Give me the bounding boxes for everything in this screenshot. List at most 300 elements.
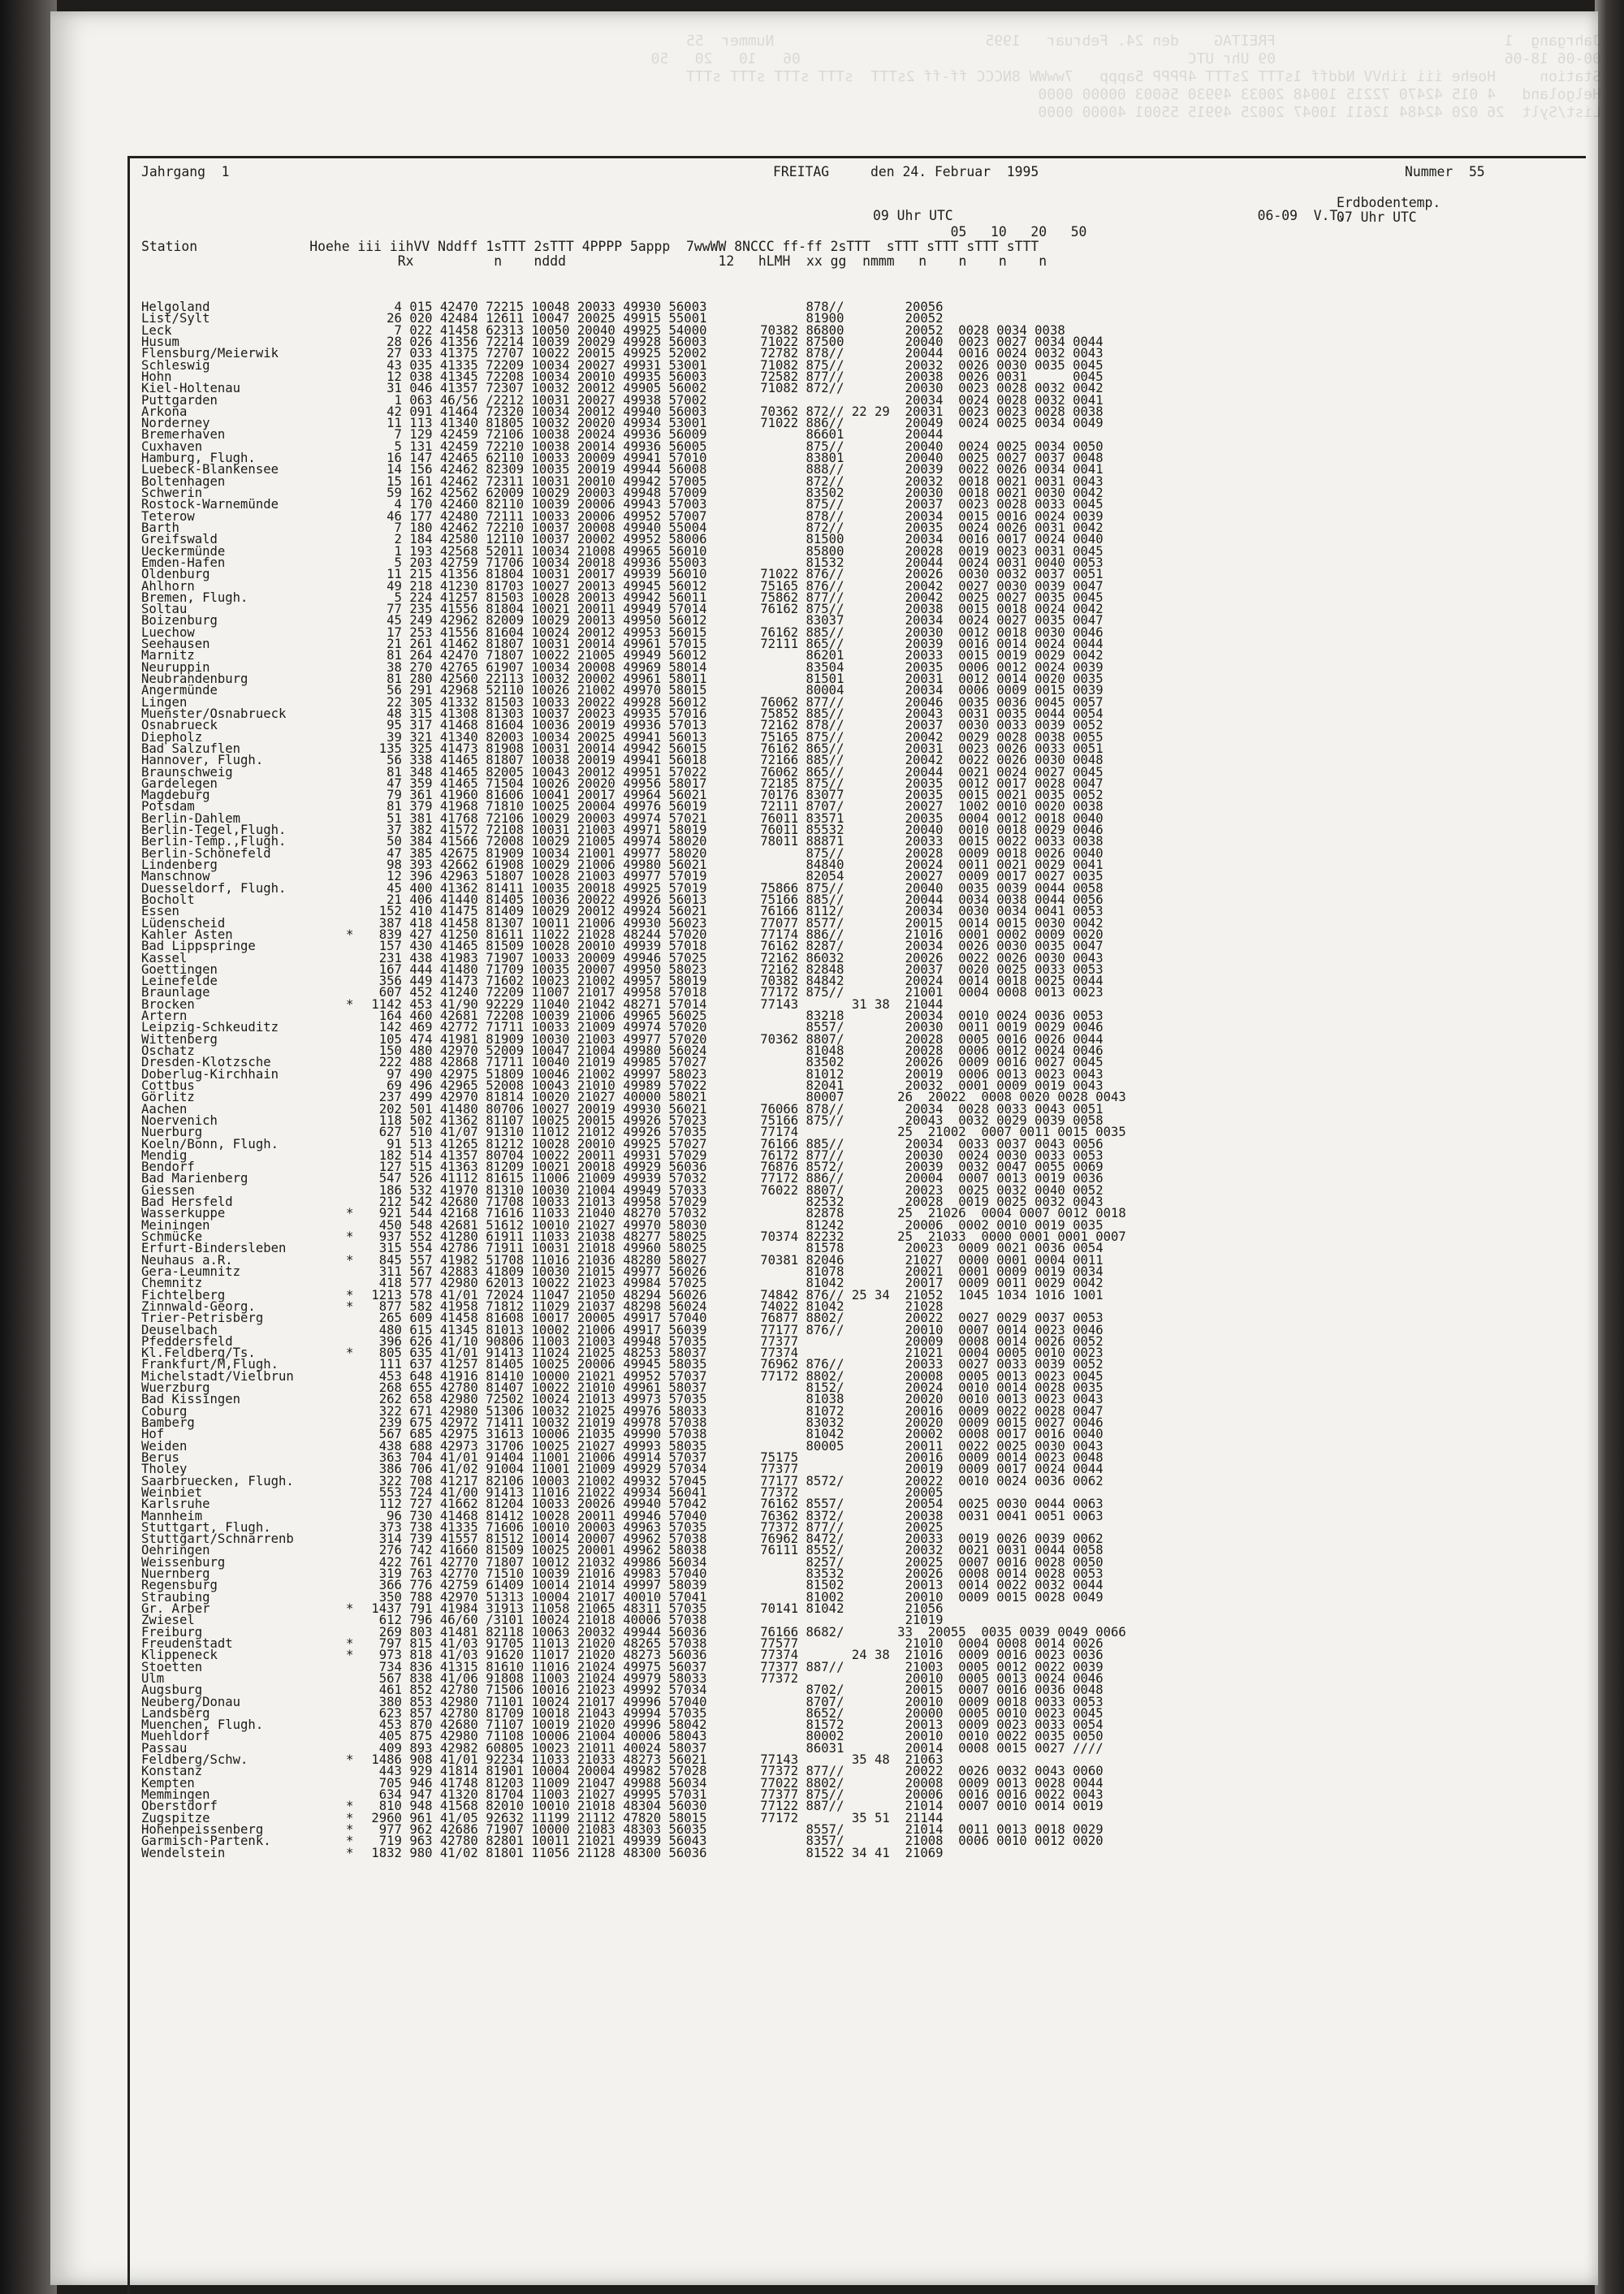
station-name: Klippeneck [141, 1648, 218, 1663]
station-values: 7 180 42462 72210 10037 20008 49940 55004 872// 20035 0024 0026 0031 0042 [364, 520, 1104, 535]
station-name: Lingen [141, 694, 188, 710]
mountain-station-marker: * [346, 1229, 354, 1244]
station-name: Koeln/Bonn, Flugh. [141, 1136, 279, 1151]
station-name: Leck [141, 322, 172, 338]
station-name: Chemnitz [141, 1276, 203, 1291]
station-name: Luebeck-Blankensee [141, 462, 279, 477]
station-name: Feldberg/Schw. [141, 1752, 248, 1768]
station-values: 111 637 41257 81405 10025 20006 49945 58035 76962 876// 20033 0027 0033 0039 0052 [364, 1357, 1104, 1372]
station-name: Arkona [141, 404, 188, 419]
station-values: 805 635 41/01 91413 11024 21025 48253 58037 77374 21021 0004 0005 0010 0023 [364, 1346, 1104, 1361]
station-values: 39 321 41340 82003 10034 20025 49941 56013 75165 875// 20042 0029 0028 0038 0055 [364, 729, 1104, 745]
station-name: Bremen, Flugh. [141, 590, 248, 605]
station-values: 164 460 42681 72208 10039 21006 49965 56025 83218 20034 0010 0024 0036 0053 [364, 1009, 1104, 1024]
soil-temp-time: 07 Uhr UTC [1337, 210, 1417, 225]
station-values: 453 870 42680 71107 10019 21020 49996 58042 81572 20013 0009 0023 0033 0054 [364, 1717, 1104, 1733]
station-values: 81 379 41968 71810 10025 20004 49976 56019 72111 8707/ 20027 1002 0010 0020 0038 [364, 799, 1104, 814]
station-values: 366 776 42759 61409 10014 21014 49997 58039 81502 20013 0014 0022 0032 0044 [364, 1578, 1104, 1593]
station-values: 797 815 41/03 91705 11013 21020 48265 57038 77577 21010 0004 0008 0014 0026 [364, 1635, 1104, 1651]
station-name: Artern [141, 1009, 188, 1024]
station-values: 37 382 41572 72108 10031 21003 49971 58019 76011 85532 20040 0010 0018 0029 0046 [364, 823, 1104, 838]
station-name: Freiburg [141, 1624, 203, 1639]
station-values: 69 496 42965 52008 10043 21010 49989 57022 82041 20032 0001 0009 0019 0043 [364, 1078, 1104, 1093]
station-values: 319 763 42770 71510 10039 21016 49983 57040 83532 20026 0008 0014 0028 0053 [364, 1566, 1104, 1582]
station-name: Norderney [141, 416, 210, 431]
station-values: 363 704 41/01 91404 11001 21006 49914 57037 75175 20016 0009 0014 0023 0048 [364, 1449, 1104, 1465]
station-name: Wittenberg [141, 1031, 218, 1047]
station-name: Leinefelde [141, 974, 218, 989]
station-name: Neubrandenburg [141, 672, 248, 686]
station-name: Wendelstein [141, 1845, 226, 1860]
mountain-station-marker: * [346, 1834, 354, 1849]
station-values: 150 480 42970 52009 10047 21004 49980 56024 81048 20028 0006 0012 0024 0046 [364, 1043, 1104, 1058]
station-values: 268 655 42780 81407 10022 21010 49961 58037 8152/ 20024 0010 0014 0028 0035 [364, 1380, 1104, 1396]
station-values: 443 929 41814 81901 10004 20004 49982 57028 77372 877// 20022 0026 0032 0043 0060 [364, 1764, 1104, 1779]
station-values: 98 393 42662 61908 10029 21006 49980 56021 84840 20024 0011 0021 0029 0041 [364, 858, 1104, 872]
station-name: Ueckermünde [141, 543, 226, 559]
station-name: Kiel-Holtenau [141, 381, 241, 396]
station-values: 623 857 42780 81709 10018 21043 49994 57035 8652/ 20000 0005 0010 0023 0045 [364, 1705, 1104, 1721]
station-name: Nuerburg [141, 1125, 203, 1140]
station-values: 43 035 41335 72209 10034 20027 49931 53001 71082 875// 20032 0026 0030 0035 0045 [364, 357, 1104, 373]
station-values: 22 305 41332 81503 10033 20022 49928 56012 76062 877// 20046 0035 0036 0045 0057 [364, 694, 1104, 710]
station-name: Gardelegen [141, 775, 218, 791]
station-name: Frankfurt/M,Flugh. [141, 1357, 279, 1372]
station-values: 839 427 41250 81611 11022 21028 48244 57020 77174 886// 21016 0001 0002 0009 0020 [364, 927, 1104, 942]
station-name: Puttgarden [141, 392, 218, 408]
station-name: Berlin-Schönefeld [141, 845, 271, 861]
station-name: Karlsruhe [141, 1497, 210, 1512]
station-name: List/Sylt [141, 311, 210, 326]
soil-temp-title: Erdbodentemp. [1337, 195, 1441, 210]
station-values: 31 046 41357 72307 10032 20012 49905 56002 71082 872// 20030 0023 0028 0032 0042 [364, 381, 1104, 396]
station-values: 118 502 41362 81107 10025 20015 49926 57023 75166 875// 20043 0032 0029 0039 0058 [364, 1112, 1104, 1128]
station-values: 59 162 42562 62009 10029 20003 49948 57009 83502 20030 0018 0021 0030 0042 [364, 486, 1104, 500]
station-values: 81 280 42560 22113 10032 20002 49961 58011 81501 20031 0012 0014 0020 0035 [364, 672, 1104, 686]
column-header-row: Station Hoehe iii iihVV Nddff 1sTTT 2sTTT 4PPPP 5appp 7wwWW 8NCCC ff-ff 2sTTT sTTT sTTT sTTT sTTT [141, 239, 1039, 254]
station-values: 135 325 41473 81908 10031 20014 49942 56015 76162 865// 20031 0023 0026 0033 0051 [364, 741, 1104, 756]
station-name: Hof [141, 1427, 165, 1442]
station-values: 2960 961 41/05 92632 11199 21112 47820 58015 77172 35 51 21144 [364, 1810, 944, 1825]
station-values: 607 452 41240 72209 11007 21017 49958 57018 77172 875// 21001 0004 0008 0013 0023 [364, 985, 1104, 1000]
station-name: Bad Hersfeld [141, 1195, 233, 1210]
station-values: 12 038 41345 72208 10034 20010 49935 56003 72582 877// 20038 0026 0031 0045 [364, 369, 1104, 384]
station-name: Dresden-Klotzsche [141, 1055, 271, 1070]
station-name: Weinbiet [141, 1484, 203, 1500]
station-name: Oschatz [141, 1043, 195, 1058]
station-values: 356 449 41473 71602 10023 21002 49957 58019 70382 84842 20024 0014 0018 0025 0044 [364, 974, 1104, 989]
station-name: Muenchen, Flugh. [141, 1717, 264, 1733]
depth-header-row: 05 10 20 50 [141, 224, 1087, 240]
station-name: Marnitz [141, 648, 195, 663]
mountain-station-marker: * [346, 1206, 354, 1221]
station-name: Kl.Feldberg/Ts. [141, 1346, 256, 1361]
station-values: 2 184 42580 12110 10037 20002 49952 58006 81500 20034 0016 0017 0024 0040 [364, 532, 1104, 547]
station-name: Barth [141, 520, 179, 535]
column-subheader-row: Rx n nddd 12 hLMH xx gg nmmm n n n n [141, 253, 1047, 269]
station-values: 1486 908 41/01 92234 11033 21033 48273 56021 77143 35 48 21063 [364, 1752, 944, 1768]
station-values: 405 875 42980 71108 10006 21004 40006 58043 80002 20010 0010 0022 0035 0050 [364, 1729, 1104, 1744]
date-label: den 24. Februar 1995 [870, 164, 1039, 179]
station-name: Oberstdorf [141, 1799, 218, 1814]
station-name: Fichtelberg [141, 1287, 226, 1303]
station-values: 4 015 42470 72215 10048 20033 49930 56003 878// 20056 [364, 300, 944, 314]
mountain-station-marker: * [346, 1799, 354, 1814]
station-name: Lüdenscheid [141, 915, 226, 931]
station-values: 422 761 42770 71807 10012 21032 49986 56034 8257/ 20025 0007 0016 0028 0050 [364, 1554, 1104, 1570]
station-name: Schmücke [141, 1229, 203, 1244]
station-name: Seehausen [141, 637, 210, 652]
station-values: 5 203 42759 71706 10034 20018 49936 55003 81532 20044 0024 0031 0040 0053 [364, 555, 1104, 570]
station-name: Zwiesel [141, 1613, 195, 1628]
book-spine-shadow [0, 0, 57, 2294]
station-values: 45 400 41362 81411 10035 20018 49925 57019 75866 875// 20040 0035 0039 0044 0058 [364, 880, 1104, 896]
station-name: Memmingen [141, 1787, 210, 1802]
station-values: 50 384 41566 72008 10029 21005 49974 58020 78011 88871 20033 0015 0022 0033 0038 [364, 834, 1104, 849]
station-name: Boizenburg [141, 613, 218, 629]
station-values: 157 430 41465 81509 10028 20010 49939 57018 76162 8287/ 20034 0026 0030 0035 0047 [364, 939, 1104, 954]
station-name: Weiden [141, 1438, 188, 1454]
station-values: 409 893 42982 60805 10023 21011 40024 58037 86031 20014 0008 0015 0027 //// [364, 1740, 1104, 1756]
station-name: Bad Marienberg [141, 1171, 248, 1186]
weather-report-sheet [127, 156, 1586, 2294]
station-name: Emden-Hafen [141, 555, 226, 570]
station-name: Zugspitze [141, 1810, 210, 1825]
station-values: 81 264 42470 71807 10022 21005 49949 56012 86201 20033 0015 0019 0029 0042 [364, 648, 1104, 663]
station-values: 719 963 42780 82801 10011 21021 49939 56043 8357/ 21008 0006 0010 0012 0020 [364, 1834, 1104, 1849]
station-values: 142 469 42772 71711 10033 21009 49974 57020 8557/ 20030 0011 0019 0029 0046 [364, 1020, 1104, 1035]
station-name: Brocken [141, 996, 195, 1012]
station-name: Gr. Arber [141, 1601, 210, 1616]
station-name: Weissenburg [141, 1554, 226, 1570]
issue-number-label: Nummer 55 [1405, 164, 1485, 179]
station-values: 315 554 42786 71911 10031 21018 49960 58025 81578 20023 0009 0021 0036 0054 [364, 1241, 1104, 1256]
station-name: Essen [141, 904, 179, 919]
station-values: 15 161 42462 72311 10031 20010 49942 57005 872// 20032 0018 0021 0031 0043 [364, 473, 1104, 489]
station-values: 97 490 42975 51809 10046 21002 49997 58023 81012 20019 0006 0013 0023 0043 [364, 1066, 1104, 1082]
mountain-station-marker: * [346, 1845, 354, 1860]
mountain-station-marker: * [346, 1287, 354, 1303]
station-name: Cuxhaven [141, 438, 203, 454]
station-values: 1142 453 41/90 92229 11040 21042 48271 57014 77143 31 38 21044 [364, 996, 944, 1012]
station-values: 21 406 41440 81405 10036 20022 49926 56013 75166 885// 20044 0034 0038 0044 0056 [364, 892, 1104, 907]
book-edge-shadow [1595, 0, 1624, 2294]
station-values: 877 582 41958 71812 11029 21037 48298 56024 74022 81042 21028 [364, 1298, 944, 1314]
station-name: Husum [141, 334, 179, 349]
station-name: Goettingen [141, 961, 218, 977]
station-values: 973 818 41/03 91620 11017 21020 48273 56036 77374 24 38 21016 0009 0016 0023 0036 [364, 1648, 1104, 1663]
station-values: 81 348 41465 82005 10043 20012 49951 57022 76062 865// 20044 0021 0024 0027 0045 [364, 764, 1104, 780]
station-values: 1 063 46/56 /2212 10031 20027 49938 57002 20034 0024 0028 0032 0041 [364, 392, 1104, 408]
station-name: Straubing [141, 1589, 210, 1605]
station-values: 276 742 41660 81509 10025 20001 49962 58038 76111 8552/ 20032 0021 0031 0044 0058 [364, 1543, 1104, 1558]
station-values: 1437 791 41984 31913 11058 21065 48311 57035 70141 81042 21056 [364, 1601, 944, 1616]
station-values: 182 514 41357 80704 10022 20011 49931 57029 76172 877// 20030 0024 0030 0033 0053 [364, 1147, 1104, 1163]
station-name: Osnabrueck [141, 718, 218, 733]
station-values: 314 739 41557 81512 10014 20007 49962 57038 76962 8472/ 20033 0019 0026 0039 0062 [364, 1531, 1104, 1547]
station-name: Soltau [141, 602, 188, 617]
station-values: 231 438 41983 71907 10033 20009 49946 57025 72162 86032 20026 0022 0026 0030 0043 [364, 950, 1104, 966]
station-values: 322 708 41217 82106 10003 21002 49932 57045 77177 8572/ 20022 0010 0024 0036 0062 [364, 1473, 1104, 1488]
station-name: Wasserkuppe [141, 1206, 226, 1221]
station-values: 47 359 41465 71504 10026 20020 49956 58017 72185 875// 20035 0012 0017 0028 0047 [364, 775, 1104, 791]
station-name: Michelstadt/Vielbrun [141, 1368, 294, 1384]
station-name: Berlin-Temp.,Flugh. [141, 834, 287, 849]
station-name: Muenster/Osnabrueck [141, 706, 287, 721]
station-values: 21 261 41462 81807 10031 20014 49961 57015 72111 865// 20039 0016 0014 0024 0044 [364, 637, 1104, 652]
station-values: 79 361 41960 81606 10041 20017 49964 56021 70176 83077 20035 0015 0021 0035 0052 [364, 788, 1104, 803]
station-name: Boltenhagen [141, 473, 226, 489]
station-values: 96 730 41468 81412 10028 20011 49946 57040 76362 8372/ 20038 0031 0041 0051 0063 [364, 1508, 1104, 1523]
station-name: Wuerzburg [141, 1380, 210, 1396]
station-values: 1213 578 41/01 72024 11047 21050 48294 56026 74842 876// 25 34 21052 1045 1034 1016 1001 [364, 1287, 1104, 1303]
station-name: Mannheim [141, 1508, 203, 1523]
station-values: 56 338 41465 81807 10038 20019 49941 56018 72166 885// 20042 0022 0026 0030 0048 [364, 753, 1104, 768]
station-name: Landsberg [141, 1705, 210, 1721]
station-values: 5 131 42459 72210 10038 20014 49936 56005 875// 20040 0024 0025 0034 0050 [364, 438, 1104, 454]
station-values: 127 515 41363 81209 10021 20018 49929 56036 76876 8572/ 20039 0032 0047 0055 0069 [364, 1160, 1104, 1175]
mountain-station-marker: * [346, 1648, 354, 1663]
station-name: Freudenstadt [141, 1635, 233, 1651]
station-name: Hannover, Flugh. [141, 753, 264, 768]
station-name: Potsdam [141, 799, 195, 814]
station-values: 91 513 41265 81212 10028 20010 49925 57027 76166 885// 20034 0033 0037 0043 0056 [364, 1136, 1104, 1151]
station-name: Stuttgart, Flugh. [141, 1519, 271, 1535]
station-name: Schwerin [141, 486, 203, 500]
station-values: 567 685 42975 31613 10006 21035 49990 57038 81042 20002 0008 0017 0016 0040 [364, 1427, 1104, 1442]
station-name: Magdeburg [141, 788, 210, 803]
mountain-station-marker: * [346, 996, 354, 1012]
station-values: 7 129 42459 72106 10038 20024 49936 56009 86601 20044 [364, 427, 944, 443]
station-values: 1832 980 41/02 81801 11056 21128 48300 56036 81522 34 41 21069 [364, 1845, 944, 1860]
mountain-station-marker: * [346, 1346, 354, 1361]
station-name: Noervenich [141, 1112, 218, 1128]
station-name: Erfurt-Bindersleben [141, 1241, 287, 1256]
station-name: Schleswig [141, 357, 210, 373]
station-values: 202 501 41480 80706 10027 20019 49930 56021 76066 878// 20034 0028 0033 0043 0051 [364, 1101, 1104, 1117]
station-name: Pfeddersfeld [141, 1333, 233, 1349]
station-values: 921 544 42168 71616 11033 21040 48270 57032 82878 25 21026 0004 0007 0012 0018 [364, 1206, 1126, 1221]
station-name: Bremerhaven [141, 427, 226, 443]
station-values: 152 410 41475 81409 10029 20012 49924 56021 76166 8112/ 20034 0030 0034 0041 0053 [364, 904, 1104, 919]
station-name: Leipzig-Schkeuditz [141, 1020, 279, 1035]
station-name: Rostock-Warnemünde [141, 497, 279, 512]
weekday-label: FREITAG [773, 164, 830, 179]
station-values: 262 658 42980 72502 10024 21013 49973 57035 81038 20020 0010 0013 0023 0043 [364, 1392, 1104, 1407]
station-values: 42 091 41464 72320 10034 20012 49940 56003 70362 872// 22 29 20031 0023 0023 0028 0038 [364, 404, 1104, 419]
station-name: Berlin-Dahlem [141, 810, 241, 826]
station-values: 239 675 42972 71411 10032 21019 49978 57038 83032 20020 0009 0015 0027 0046 [364, 1415, 1104, 1430]
station-values: 48 315 41308 81303 10037 20023 49935 57016 75852 885// 20043 0031 0035 0044 0054 [364, 706, 1104, 721]
station-values: 186 532 41970 81310 10030 21004 49949 57033 76022 8807/ 20023 0025 0032 0040 0052 [364, 1182, 1104, 1198]
station-name: Neuberg/Donau [141, 1694, 241, 1709]
station-values: 553 724 41/00 91413 11016 21022 49934 56041 77372 20005 [364, 1484, 944, 1500]
station-table [141, 301, 1126, 1859]
station-name: Helgoland [141, 300, 210, 314]
station-values: 237 499 42970 81814 10020 21027 40000 58021 80007 26 20022 0008 0020 0028 0043 [364, 1090, 1126, 1105]
station-values: 1 193 42568 52011 10034 21008 49965 56010 85800 20028 0019 0023 0031 0045 [364, 543, 1104, 559]
station-values: 14 156 42462 82309 10035 20019 49944 56008 888// 20039 0022 0026 0034 0041 [364, 462, 1104, 477]
station-name: Manschnow [141, 869, 210, 884]
station-name: Doberlug-Kirchhain [141, 1066, 279, 1082]
mountain-station-marker: * [346, 1601, 354, 1616]
station-name: Aachen [141, 1101, 188, 1117]
station-values: 7 022 41458 62313 10050 20040 49925 54000 70382 86800 20052 0028 0034 0038 [364, 322, 1065, 338]
station-name: Passau [141, 1740, 188, 1756]
station-name: Zinnwald-Georg. [141, 1298, 256, 1314]
station-name: Diepholz [141, 729, 203, 745]
station-name: Bocholt [141, 892, 195, 907]
station-values: 11 215 41356 81804 10031 20017 49939 56010 71022 876// 20026 0030 0032 0037 0051 [364, 567, 1104, 582]
station-name: Greifswald [141, 532, 218, 547]
station-name: Braunschweig [141, 764, 233, 780]
station-values: 810 948 41568 82010 10010 21018 48304 56030 77122 887// 21014 0007 0010 0014 0019 [364, 1799, 1104, 1814]
station-name: Trier-Petrisberg [141, 1311, 264, 1326]
station-name: Braunlage [141, 985, 210, 1000]
station-name: Ahlhorn [141, 578, 195, 594]
station-values: 480 615 41345 81013 10002 21006 49917 56039 77177 876// 20010 0007 0014 0023 0046 [364, 1322, 1104, 1337]
station-values: 453 648 41916 81410 10000 21021 49952 57037 77172 8802/ 20008 0005 0013 0023 0045 [364, 1368, 1104, 1384]
station-name: Nuernberg [141, 1566, 210, 1582]
station-name: Berlin-Tegel,Flugh. [141, 823, 287, 838]
station-values: 567 838 41/06 91808 11003 21024 49979 58033 77372 20010 0005 0013 0024 0046 [364, 1670, 1104, 1686]
station-values: 627 510 41/07 91310 11012 21012 49926 57035 77174 25 21002 0007 0011 0015 0035 [364, 1125, 1126, 1140]
station-values: 16 147 42465 62110 10033 20009 49941 57010 83801 20040 0025 0027 0037 0048 [364, 451, 1104, 466]
station-values: 77 235 41556 81804 10021 20011 49949 57014 76162 875// 20038 0015 0018 0024 0042 [364, 602, 1104, 617]
station-values: 547 526 41112 81615 11006 21009 49939 57032 77172 886// 20004 0007 0013 0019 0036 [364, 1171, 1104, 1186]
station-values: 26 020 42484 12611 10047 20025 49915 55001 81900 20052 [364, 311, 944, 326]
mountain-station-marker: * [346, 1752, 354, 1768]
mountain-station-marker: * [346, 1298, 354, 1314]
station-name: Cottbus [141, 1078, 195, 1093]
station-values: 380 853 42980 71101 10024 21017 49996 57040 8707/ 20010 0009 0018 0033 0053 [364, 1694, 1104, 1709]
station-values: 95 317 41468 81604 10036 20019 49936 57013 72162 878// 20037 0030 0033 0039 0052 [364, 718, 1104, 733]
station-name: Stuttgart/Schnarrenb [141, 1531, 294, 1547]
station-name: Meiningen [141, 1217, 210, 1233]
station-values: 17 253 41556 81604 10024 20012 49953 56015 76162 885// 20030 0012 0018 0030 0046 [364, 624, 1104, 640]
station-values: 222 488 42868 71711 10040 21019 49985 57027 83502 20026 0009 0016 0027 0045 [364, 1055, 1104, 1070]
station-values: 27 033 41375 72707 10022 20015 49925 52002 72782 878// 20044 0016 0024 0032 0043 [364, 346, 1104, 361]
station-name: Luechow [141, 624, 195, 640]
station-values: 5 224 41257 81503 10028 20013 49942 56011 75862 877// 20042 0025 0027 0035 0045 [364, 590, 1104, 605]
mountain-station-marker: * [346, 1810, 354, 1825]
station-name: Bad Kissingen [141, 1392, 241, 1407]
station-values: 396 626 41/10 90806 11003 21003 49948 57035 77377 20009 0008 0014 0026 0052 [364, 1333, 1104, 1349]
station-name: Muehldorf [141, 1729, 210, 1744]
station-name: Saarbruecken, Flugh. [141, 1473, 294, 1488]
station-values: 977 962 42686 71907 10000 21083 48303 56035 8557/ 21014 0011 0013 0018 0029 [364, 1821, 1104, 1837]
station-name: Neuhaus a.R. [141, 1252, 233, 1268]
station-values: 845 557 41982 51708 11016 21036 48280 58027 70381 82046 21027 0000 0001 0004 0011 [364, 1252, 1104, 1268]
station-name: Oehringen [141, 1543, 210, 1558]
station-name: Coburg [141, 1403, 188, 1419]
station-values: 322 671 42980 51306 10032 21025 49976 58033 81072 20016 0009 0022 0028 0047 [364, 1403, 1104, 1419]
station-name: Bad Lippspringe [141, 939, 256, 954]
station-name: Görlitz [141, 1090, 195, 1105]
station-name: Konstanz [141, 1764, 203, 1779]
station-name: Deuselbach [141, 1322, 218, 1337]
station-name: Angermünde [141, 683, 218, 698]
station-values: 51 381 41768 72106 10029 20003 49974 57021 76011 83571 20035 0004 0012 0018 0040 [364, 810, 1104, 826]
station-values: 46 177 42480 72111 10033 20006 49952 57007 878// 20034 0015 0016 0024 0039 [364, 508, 1104, 524]
station-name: Berus [141, 1449, 179, 1465]
station-values: 28 026 41356 72214 10039 20029 49928 56003 71022 87500 20040 0023 0027 0034 0044 [364, 334, 1104, 349]
station-row [141, 1847, 1126, 1859]
station-name: Duesseldorf, Flugh. [141, 880, 287, 896]
mountain-station-marker: * [346, 927, 354, 942]
mountain-station-marker: * [346, 1821, 354, 1837]
station-name: Hamburg, Flugh. [141, 451, 256, 466]
station-name: Regensburg [141, 1578, 218, 1593]
station-name: Mendig [141, 1147, 188, 1163]
station-values: 311 567 42883 41809 10030 21015 49977 56026 81078 20021 0001 0009 0019 0034 [364, 1264, 1104, 1279]
station-name: Bad Salzuflen [141, 741, 241, 756]
station-name: Flensburg/Meierwik [141, 346, 279, 361]
station-values: 38 270 42765 61907 10034 20008 49969 58014 83504 20035 0006 0012 0024 0039 [364, 659, 1104, 675]
station-values: 418 577 42980 62013 10022 21023 49984 57025 81042 20017 0009 0011 0029 0042 [364, 1276, 1104, 1291]
station-values: 265 609 41458 81608 10017 20005 49917 57040 76877 8802/ 20022 0027 0029 0037 0053 [364, 1311, 1104, 1326]
station-name: Oldenburg [141, 567, 210, 582]
station-name: Kempten [141, 1775, 195, 1791]
station-name: Ulm [141, 1670, 165, 1686]
jahrgang-label: Jahrgang 1 [141, 164, 230, 179]
station-values: 450 548 42681 51612 10010 21027 49970 58030 81242 20006 0002 0010 0019 0035 [364, 1217, 1104, 1233]
station-name: Tholey [141, 1462, 188, 1477]
station-values: 112 727 41662 81204 10033 20026 49940 57042 76162 8557/ 20054 0025 0030 0044 0063 [364, 1497, 1104, 1512]
station-name: Lindenberg [141, 858, 218, 872]
observation-time-row: 09 Uhr UTC 06-09 V.T. [873, 208, 1346, 223]
station-values: 167 444 41480 71709 10035 20007 49950 58023 72162 82848 20037 0020 0025 0033 0053 [364, 961, 1104, 977]
station-values: 4 170 42460 82110 10039 20006 49943 57003 875// 20037 0023 0028 0033 0045 [364, 497, 1104, 512]
station-values: 56 291 42968 52110 10026 21002 49970 58015 80004 20034 0006 0009 0015 0039 [364, 683, 1104, 698]
station-name: Teterow [141, 508, 195, 524]
bleed-through-text: Jahrgang 1 FREITAG den 24. Februar 1995 Nummer 55 00-06 18-06 09 Uhr UTC 06 10 20 50 Station Hoehe iii iihVV Nddff 1sTTT 2sTTT 4PPPP 5appp 7wwWW 8NCCC ff-ff 2sTTT sTTT sTTT sTTT sTTT Helgoland 4 015 42470 72215 10048 20033 49930 56003 00000 0000 List/Sylt 26 020 42484 12611 10047 20025 49915 55001 40000 0000 [650, 32, 1601, 121]
station-name: Hohn [141, 369, 172, 384]
station-values: 705 946 41748 81203 11009 21047 49988 56034 77022 8802/ 20008 0009 0013 0028 0044 [364, 1775, 1104, 1791]
station-name: Garmisch-Partenk. [141, 1834, 271, 1849]
station-values: 734 836 41315 81610 11016 21024 49975 56037 77377 887// 21003 0005 0012 0022 0039 [364, 1659, 1104, 1674]
station-values: 12 396 42963 51807 10028 21003 49977 57019 82054 20027 0009 0017 0027 0035 [364, 869, 1104, 884]
station-name: Hohenpeissenberg [141, 1821, 264, 1837]
station-values: 387 418 41458 81307 10011 21006 49930 56023 77077 8577/ 20015 0014 0015 0030 0042 [364, 915, 1104, 931]
station-values: 105 474 41981 81909 10030 21003 49977 57020 70362 8807/ 20028 0005 0016 0026 0044 [364, 1031, 1104, 1047]
document-page [50, 11, 1601, 2285]
station-values: 386 706 41/02 91004 11001 21009 49929 57034 77377 20019 0009 0017 0024 0044 [364, 1462, 1104, 1477]
station-values: 634 947 41320 81704 11003 21027 49995 57031 77377 875// 20006 0016 0016 0022 0043 [364, 1787, 1104, 1802]
station-values: 461 852 42780 71506 10016 21023 49992 57034 8702/ 20015 0007 0016 0036 0048 [364, 1683, 1104, 1698]
station-values: 373 738 41335 71606 10010 20003 49963 57035 77372 877// 20025 [364, 1519, 944, 1535]
mountain-station-marker: * [346, 1635, 354, 1651]
station-values: 269 803 41481 82118 10063 20032 49944 56036 76166 8682/ 33 20055 0035 0039 0049 0066 [364, 1624, 1126, 1639]
station-values: 47 385 42675 81909 10034 21001 49977 58020 875// 20028 0009 0018 0026 0040 [364, 845, 1104, 861]
station-name: Bamberg [141, 1415, 195, 1430]
station-values: 438 688 42973 31706 10025 21027 49993 58035 80005 20011 0022 0025 0030 0043 [364, 1438, 1104, 1454]
station-name: Kahler Asten [141, 927, 233, 942]
station-values: 212 542 42680 71708 10033 21013 49958 57029 82532 20028 0019 0025 0032 0043 [364, 1195, 1104, 1210]
station-values: 612 796 46/60 /3101 10024 21018 40006 57038 21019 [364, 1613, 944, 1628]
mountain-station-marker: * [346, 1252, 354, 1268]
station-name: Giessen [141, 1182, 195, 1198]
station-name: Neuruppin [141, 659, 210, 675]
station-name: Kassel [141, 950, 188, 966]
station-values: 11 113 41340 81805 10032 20020 49934 53001 71022 886// 20049 0024 0025 0034 0049 [364, 416, 1104, 431]
station-name: Gera-Leumnitz [141, 1264, 241, 1279]
station-name: Augsburg [141, 1683, 203, 1698]
station-values: 937 552 41280 61911 11033 21038 48277 58025 70374 82232 25 21033 0000 0001 0001 0007 [364, 1229, 1126, 1244]
station-values: 45 249 42962 82009 10029 20013 49950 56012 83037 20034 0024 0027 0035 0047 [364, 613, 1104, 629]
station-name: Stoetten [141, 1659, 203, 1674]
station-values: 49 218 41230 81703 10027 20013 49945 56012 75165 876// 20042 0027 0030 0039 0047 [364, 578, 1104, 594]
